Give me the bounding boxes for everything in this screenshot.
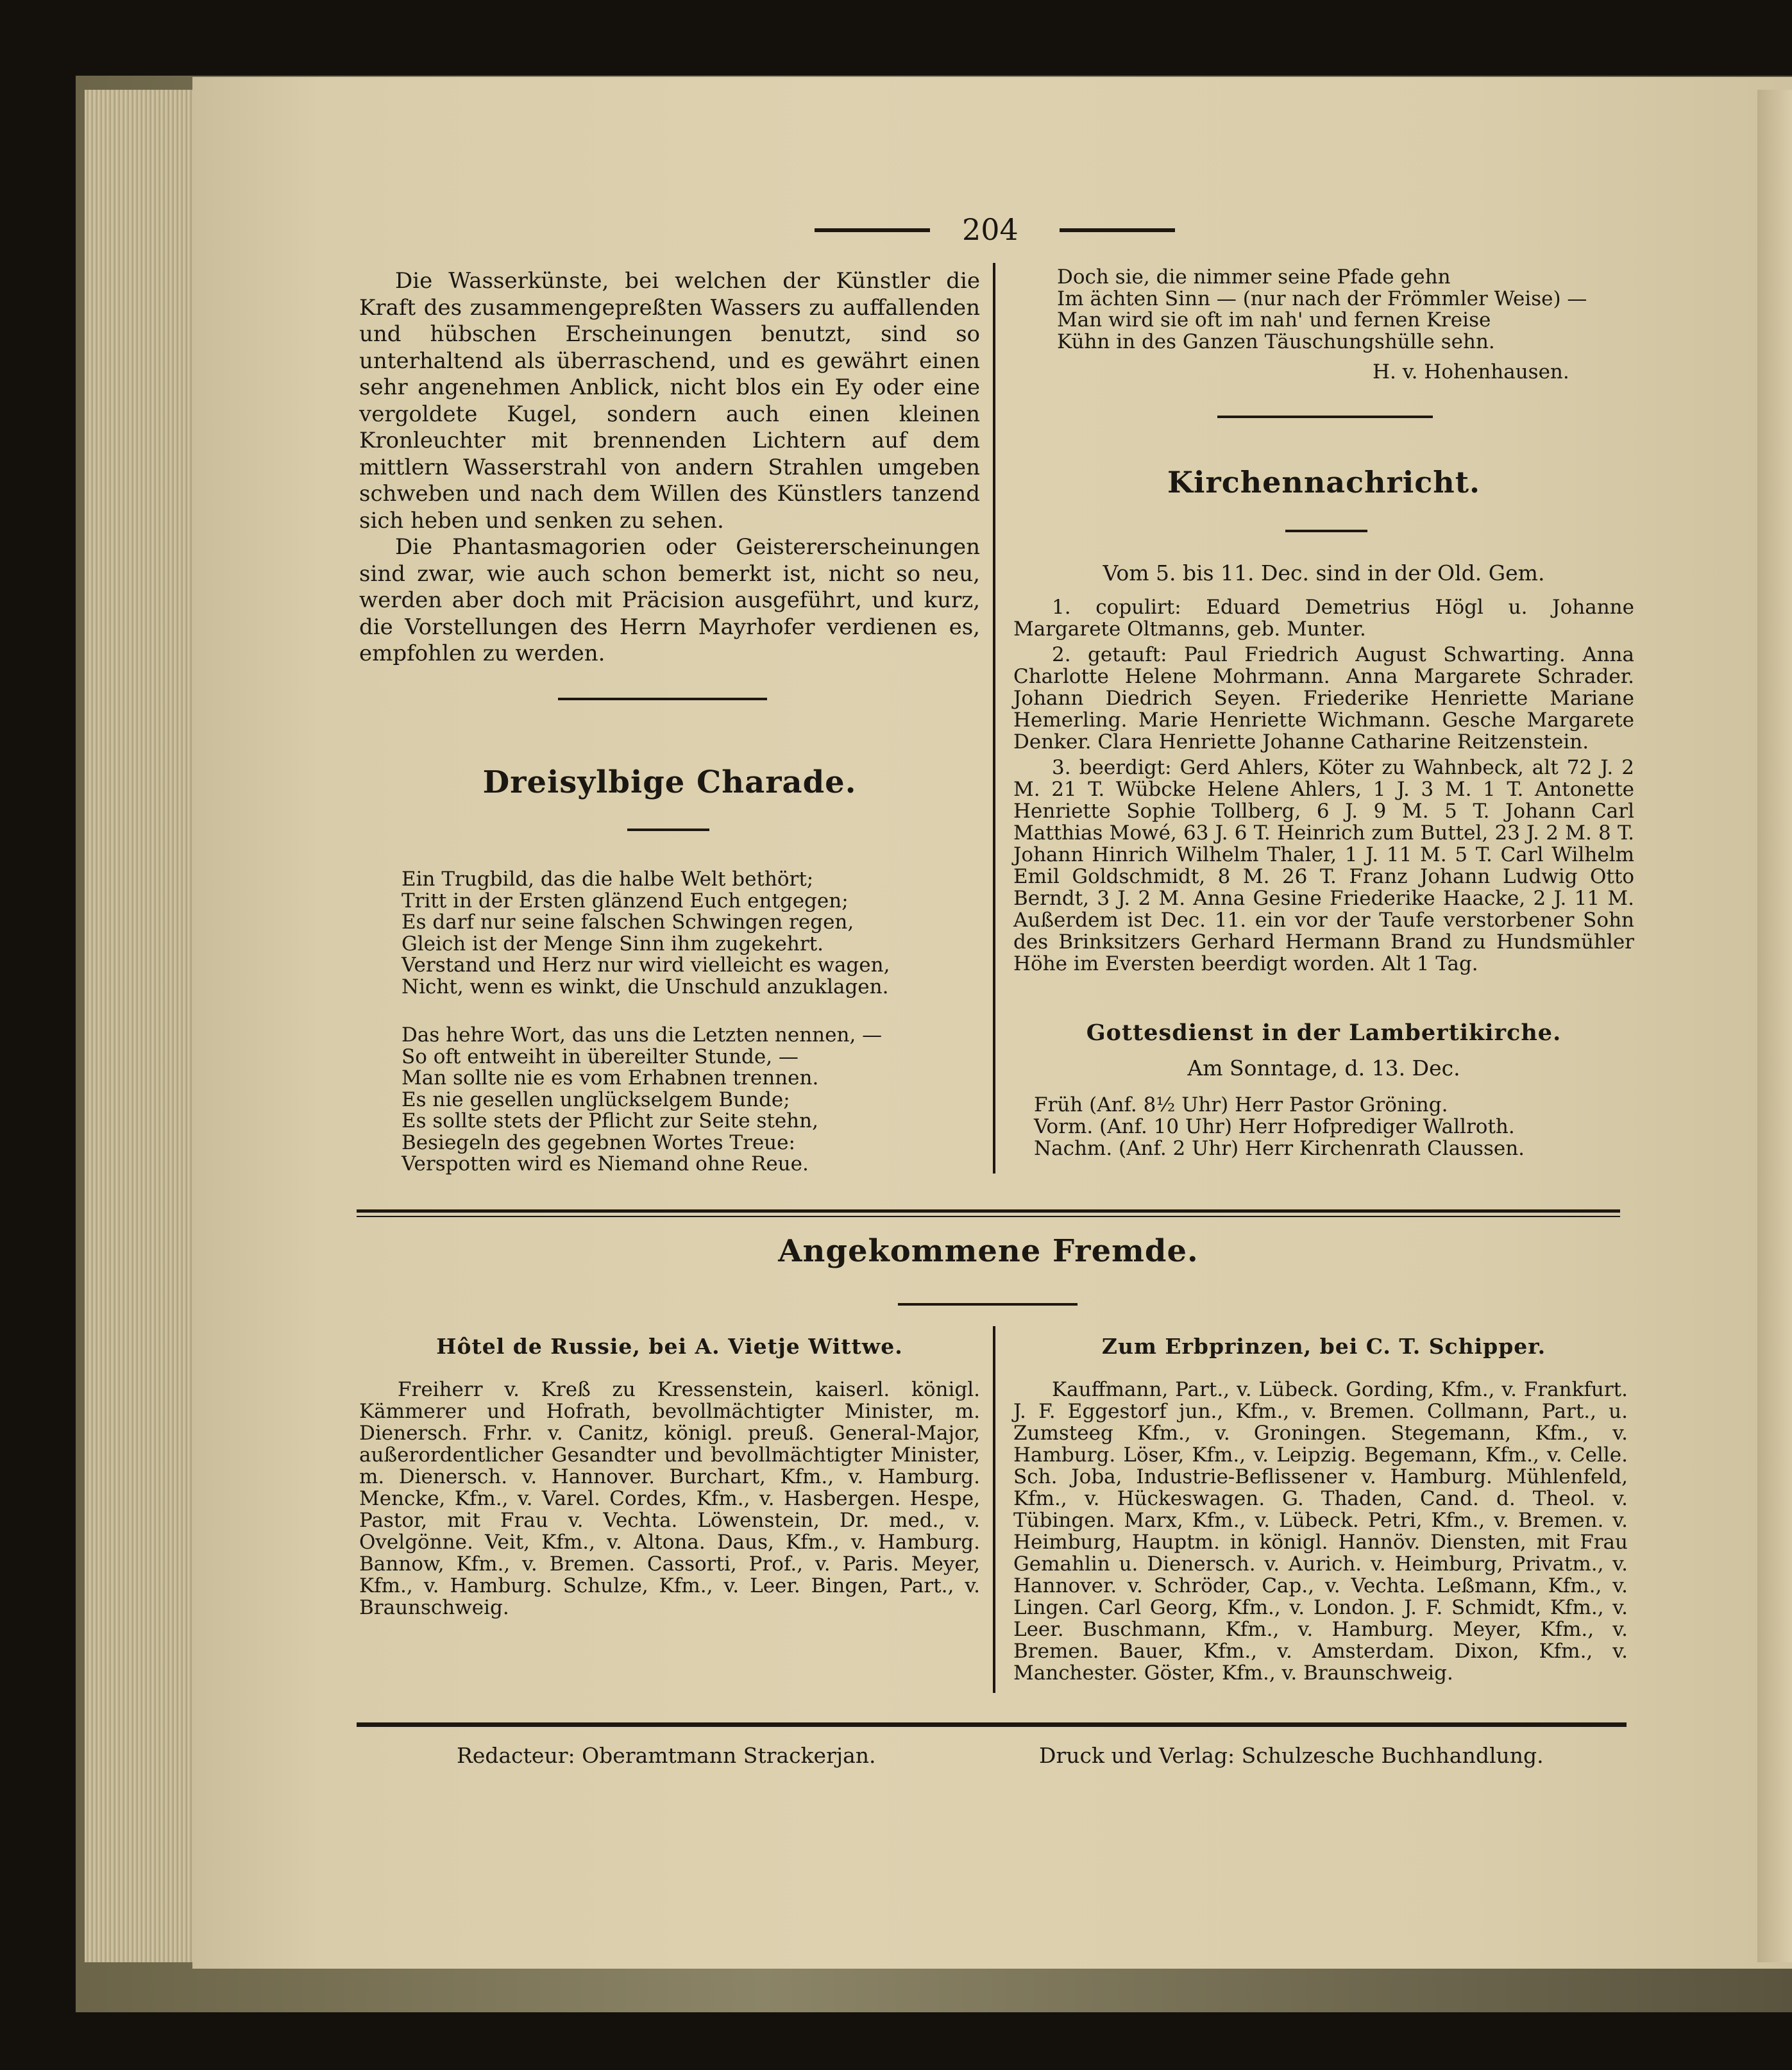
guest-list: Freiherr v. Kreß zu Kressenstein, kaiserl. königl. Kämmerer und Hofrath, bevollmächtigter Minister, m. Dienersch. Frhr. v. Canitz, königl. preuß. General-Major, außerordentlicher Gesandter und bevollmächtigter Minister, m. Dienersch. v. Hannover. Burchart, Kfm., v. Hamburg. Mencke, Kfm., v. Varel. Cordes, Kfm., v. Hasbergen. Hespe, Pastor, mit Frau v. Vechta. Löwenstein, Dr. med., v. Ovelgönne. Veit, Kfm., v. Altona. Daus, Kfm., v. Hamburg. Bannow, Kfm., v. Bremen. Cassorti, Prof., v. Paris. Meyer, Kfm., v. Hamburg. Schulze, Kfm., v. Leer. Bingen, Part., v. Braunschweig. <box>359 1378 980 1619</box>
erbprinzen-guests <box>1013 1379 1628 1688</box>
full-width-rule <box>357 1209 1620 1213</box>
verse-line: So oft entweiht in übereilter Stunde, — <box>402 1045 799 1068</box>
editor-credit: Redacteur: Oberamtmann Strackerjan. <box>457 1743 876 1768</box>
verse-line: Verstand und Herz nur wird vielleicht es wagen, <box>402 954 890 977</box>
title-underline <box>627 829 709 831</box>
page-number: 204 <box>962 212 1019 247</box>
verse-line: Tritt in der Ersten glänzend Euch entgegen; <box>402 889 849 913</box>
verse-line: Man sollte nie es vom Erhabnen trennen. <box>402 1066 819 1090</box>
column-divider <box>993 1326 995 1693</box>
page-edges <box>85 90 207 1962</box>
baptized-entry: 2. getauft: Paul Friedrich August Schwarting. Anna Charlotte Helene Mohrmann. Anna Margarete Schrader. Johann Diedrich Seyen. Friederike Henriette Mariane Hemerling. Marie Henriette Wichmann. Gesche Margarete Denker. Clara Henriette Johanne Catharine Reitzenstein. <box>1013 643 1634 753</box>
full-width-rule-thin <box>357 1216 1620 1217</box>
verse-line: Verspotten wird es Niemand ohne Reue. <box>402 1152 809 1175</box>
service-afternoon: Nachm. (Anf. 2 Uhr) Herr Kirchenrath Claussen. <box>1034 1137 1525 1160</box>
left-column-article <box>359 268 980 668</box>
footer-rule <box>357 1722 1627 1727</box>
poem-end <box>1057 267 1587 353</box>
arrivals-title: Angekommene Fremde. <box>778 1233 1199 1269</box>
erbprinzen-title: Zum Erbprinzen, bei C. T. Schipper. <box>1101 1334 1546 1359</box>
charade-stanza-1 <box>402 869 890 998</box>
verse-line: Es sollte stets der Pflicht zur Seite stehn, <box>402 1109 818 1132</box>
verse-line: Es darf nur seine falschen Schwingen regen, <box>402 911 854 934</box>
page-number-ornament-right <box>1060 228 1175 232</box>
church-news-list <box>1013 596 1634 979</box>
verse-line: Doch sie, die nimmer seine Pfade gehn <box>1057 265 1451 289</box>
service-early: Früh (Anf. 8½ Uhr) Herr Pastor Gröning. <box>1034 1093 1448 1116</box>
service-title: Gottesdienst in der Lambertikirche. <box>1086 1020 1562 1046</box>
next-page-edge <box>1757 90 1792 1962</box>
verse-line: Besiegeln des gegebnen Wortes Treue: <box>402 1131 795 1154</box>
verse-line: Das hehre Wort, das uns die Letzten nennen, — <box>402 1023 883 1047</box>
poem-signature: H. v. Hohenhausen. <box>1373 360 1569 383</box>
charade-stanza-2 <box>402 1025 882 1175</box>
church-news-title: Kirchennachricht. <box>1167 465 1480 500</box>
service-date: Am Sonntage, d. 13. Dec. <box>1187 1056 1460 1081</box>
verse-line: Gleich ist der Menge Sinn ihm zugekehrt. <box>402 932 824 955</box>
church-news-intro: Vom 5. bis 11. Dec. sind in der Old. Gem. <box>1103 560 1545 585</box>
service-morning: Vorm. (Anf. 10 Uhr) Herr Hofprediger Wallroth. <box>1034 1115 1515 1138</box>
guest-list: Kauffmann, Part., v. Lübeck. Gording, Kfm., v. Frankfurt. J. F. Eggestorf jun., Kfm., v. Bremen. Collmann, Part., u. Zumsteeg Kfm., v. Groningen. Stegemann, Kfm., v. Hamburg. Löser, Kfm., v. Leipzig. Begemann, Kfm., v. Celle. Sch. Joba, Industrie-Beflissener v. Hamburg. Mühlenfeld, Kfm., v. Hückeswagen. G. Thaden, Cand. d. Theol. v. Tübingen. Marx, Kfm., v. Lübeck. Petri, Kfm., v. Bremen. v. Heimburg, Hauptm. in königl. Hannöv. Diensten, mit Frau Gemahlin u. Dienersch. v. Aurich. v. Heimburg, Privatm., v. Hannover. v. Schröder, Cap., v. Vechta. Leßmann, Kfm., v. Lingen. Carl Georg, Kfm., v. London. J. F. Schmidt, Kfm., v. Leer. Buschmann, Kfm., v. Hamburg. Meyer, Kfm., v. Bremen. Bauer, Kfm., v. Amsterdam. Dixon, Kfm., v. Manchester. Göster, Kfm., v. Braunschweig. <box>1013 1378 1628 1685</box>
verse-line: Ein Trugbild, das die halbe Welt bethört; <box>402 868 814 891</box>
verse-line: Man wird sie oft im nah' und fernen Kreise <box>1057 308 1491 332</box>
hotel-russie-title: Hôtel de Russie, bei A. Vietje Wittwe. <box>436 1334 903 1359</box>
title-underline <box>1285 530 1367 532</box>
column-divider <box>993 263 995 1174</box>
section-divider <box>1217 416 1433 418</box>
charade-title: Dreisylbige Charade. <box>482 764 857 800</box>
printer-credit: Druck und Verlag: Schulzesche Buchhandlung. <box>1039 1743 1544 1768</box>
copulated-entry: 1. copulirt: Eduard Demetrius Högl u. Johanne Margarete Oltmanns, geb. Munter. <box>1013 596 1634 641</box>
section-divider <box>558 698 767 700</box>
verse-line: Es nie gesellen unglückselgem Bunde; <box>402 1088 790 1111</box>
title-underline <box>898 1303 1078 1306</box>
service-times <box>1034 1094 1525 1159</box>
buried-entry: 3. beerdigt: Gerd Ahlers, Köter zu Wahnbeck, alt 72 J. 2 M. 21 T. Wübcke Helene Ahlers, 1 J. 3 M. 1 T. Antonette Henriette Sophie Tollberg, 6 J. 9 M. 5 T. Johann Carl Matthias Mowé, 63 J. 6 T. Heinrich zum Buttel, 23 J. 2 M. 8 T. Johann Hinrich Wilhelm Thaler, 1 J. 11 M. 5 T. Carl Wilhelm Emil Goldschmidt, 8 M. 26 T. Franz Johann Ludwig Otto Berndt, 3 J. 2 M. Anna Gesine Friederike Haacke, 2 J. 11 M. Außerdem ist Dec. 11. ein vor der Taufe verstorbener Sohn des Brinksitzers Gerhard Hermann Brand zu Hundsmühler Höhe im Eversten beerdigt worden. Alt 1 Tag. <box>1013 756 1634 975</box>
page-number-ornament-left <box>815 228 930 232</box>
article-paragraph: Die Wasserkünste, bei welchen der Künstler die Kraft des zusammengepreßten Wassers zu auffallenden und hübschen Erscheinungen benutzt, sind so unterhaltend als überraschend, und es gewährt einen sehr angenehmen Anblick, nicht blos ein Ey oder eine vergoldete Kugel, sondern auch einen kleinen Kronleuchter mit brennenden Lichtern auf dem mittlern Wasserstrahl von andern Strahlen umgeben schweben und nach dem Willen des Künstlers tanzend sich heben und senken zu sehen. <box>359 268 980 534</box>
verse-line: Nicht, wenn es winkt, die Unschuld anzuklagen. <box>402 975 889 998</box>
article-paragraph: Die Phantasmagorien oder Geistererscheinungen sind zwar, wie auch schon bemerkt ist, nicht so neu, werden aber doch mit Präcision ausgeführt, und kurz, die Vorstellungen des Herrn Mayrhofer verdienen es, empfohlen zu werden. <box>359 534 980 666</box>
verse-line: Kühn in des Ganzen Täuschungshülle sehn. <box>1057 330 1495 353</box>
hotel-russie-guests <box>359 1379 980 1622</box>
verse-line: Im ächten Sinn — (nur nach der Frömmler Weise) — <box>1057 287 1587 310</box>
